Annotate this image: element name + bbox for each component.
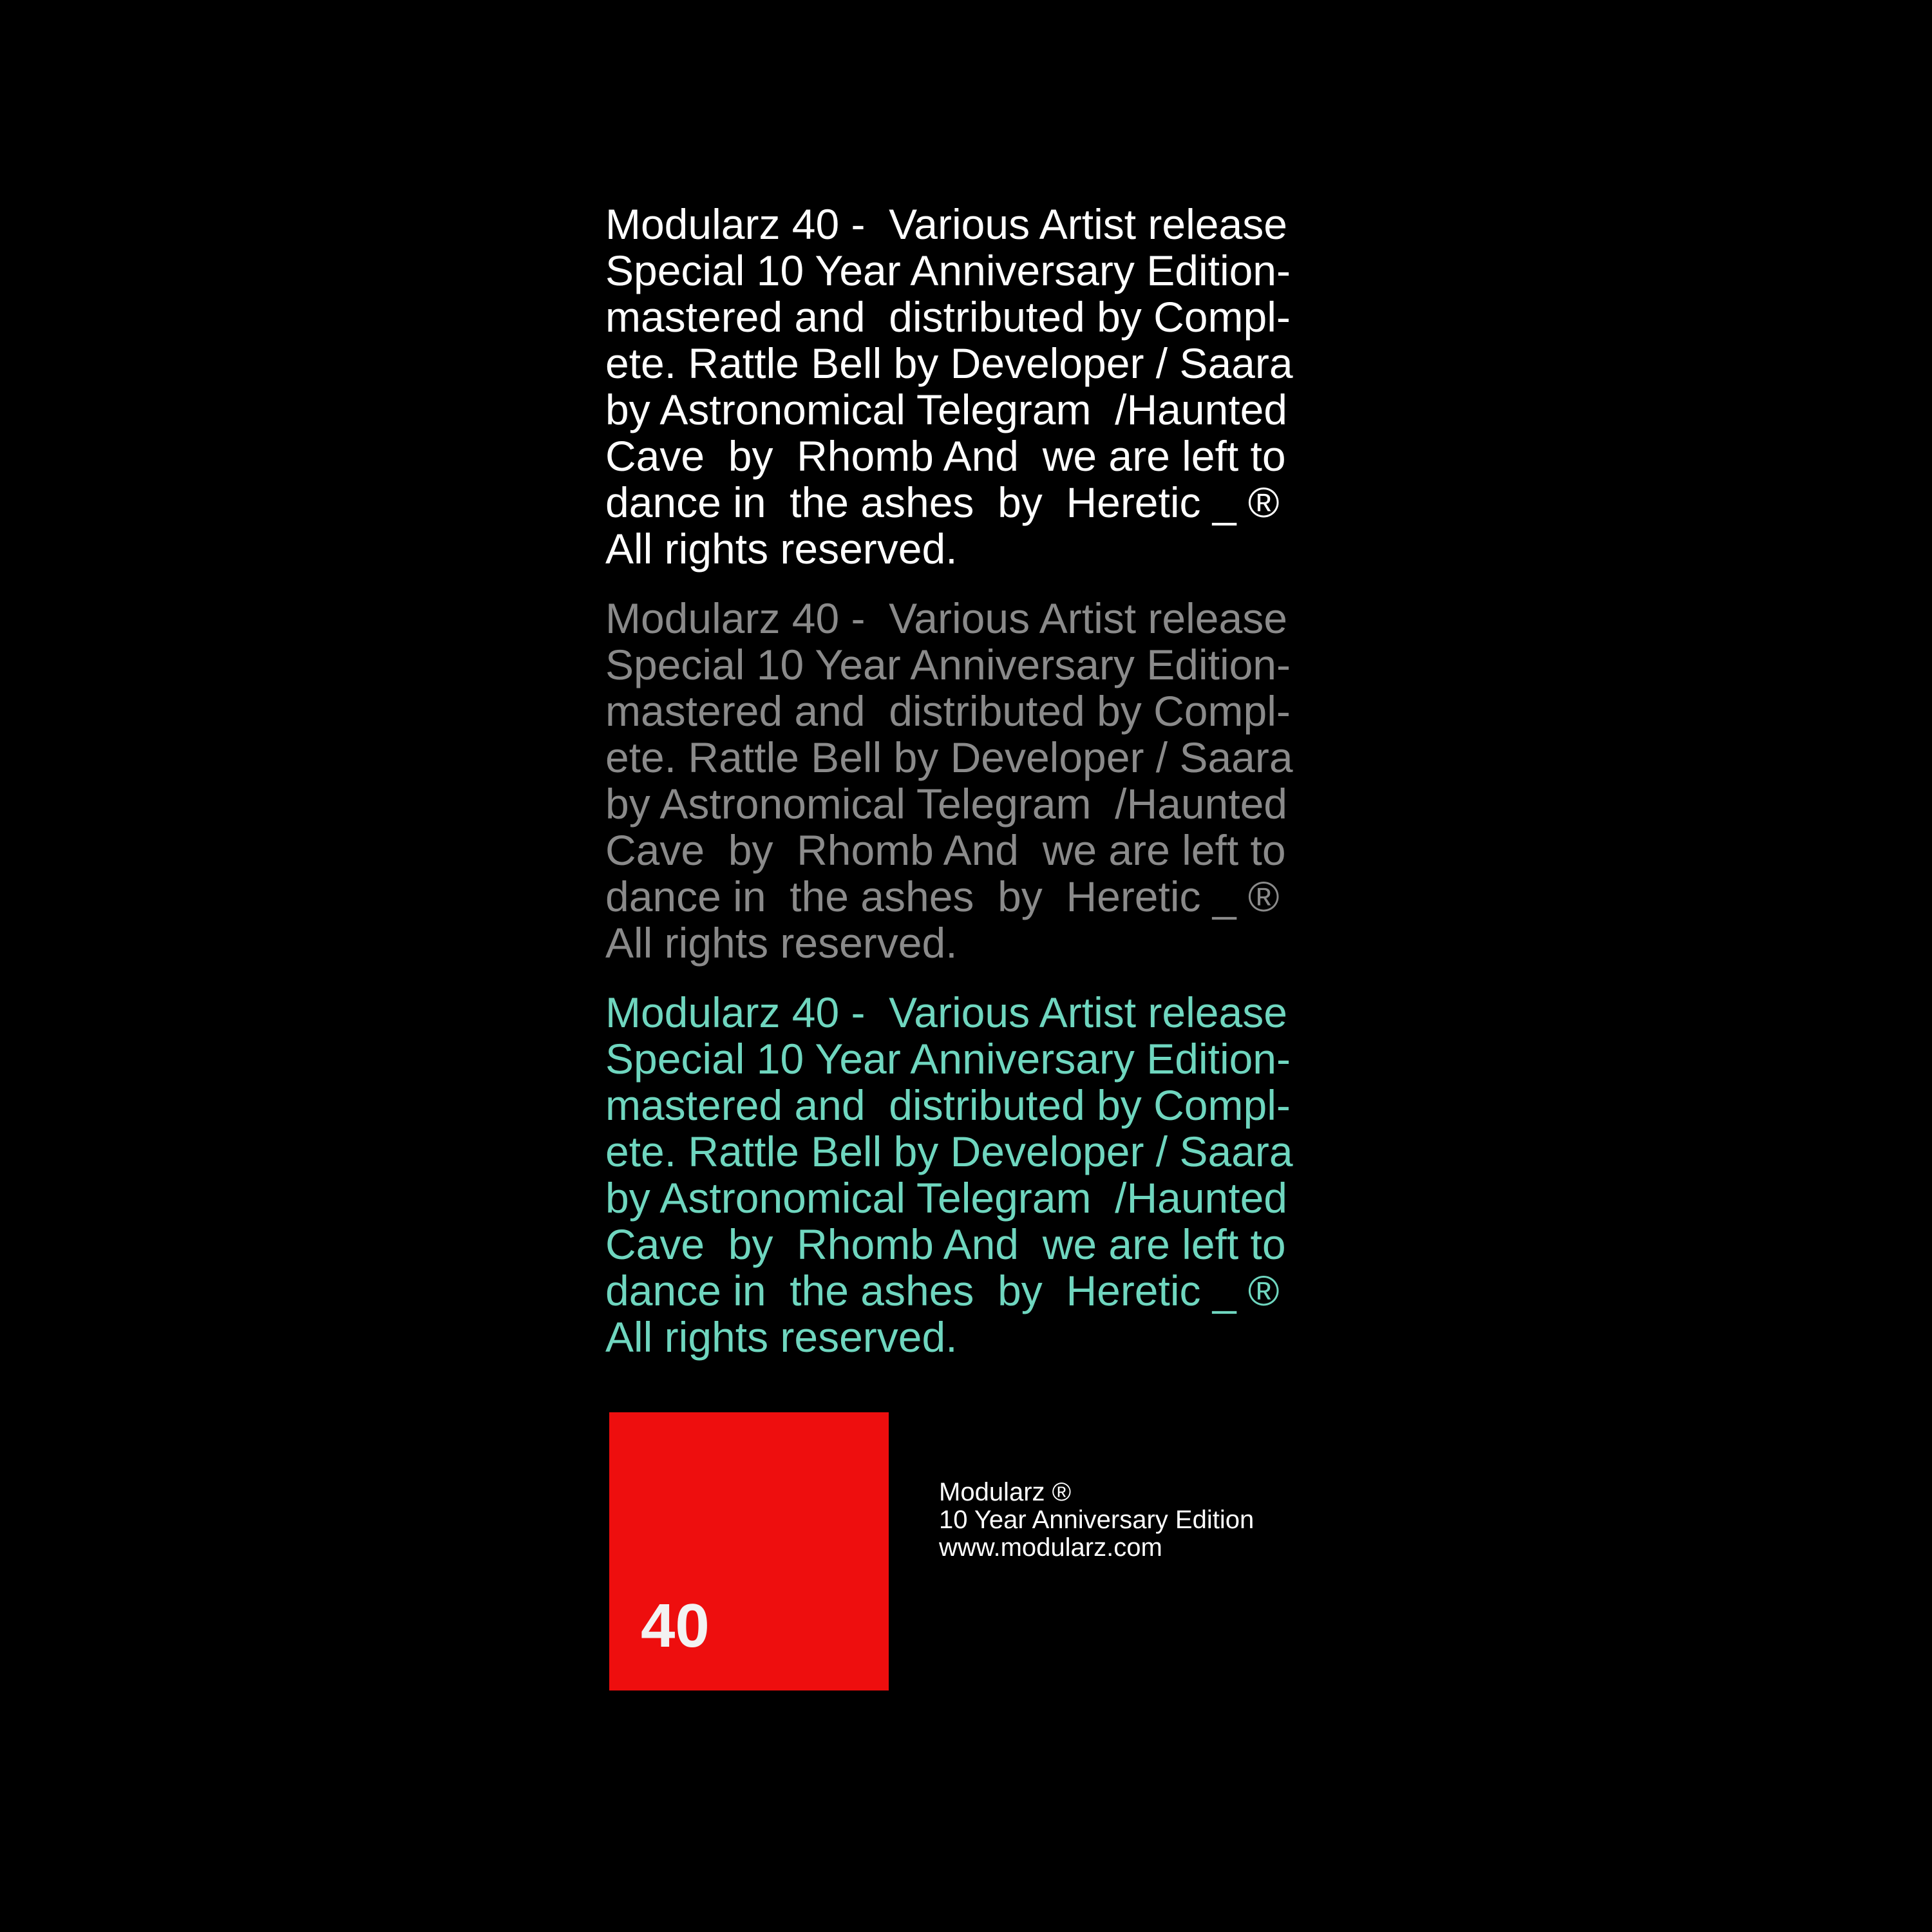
text-line: mastered and distributed by Compl- xyxy=(605,293,1291,341)
text-line: dance in the ashes by Heretic _ ® xyxy=(605,1267,1280,1314)
caption-website: www.modularz.com xyxy=(939,1533,1162,1562)
text-line: mastered and distributed by Compl- xyxy=(605,1081,1291,1129)
release-text-teal xyxy=(605,989,1417,1360)
text-line: Modularz 40 - Various Artist release xyxy=(605,200,1287,248)
release-text-gray xyxy=(605,595,1417,966)
text-line: dance in the ashes by Heretic _ ® xyxy=(605,873,1280,920)
release-text-white xyxy=(605,201,1417,572)
text-line: All rights reserved. xyxy=(605,919,958,967)
text-line: Cave by Rhomb And we are left to xyxy=(605,826,1286,874)
text-line: Cave by Rhomb And we are left to xyxy=(605,1220,1286,1268)
text-line: ete. Rattle Bell by Developer / Saara xyxy=(605,734,1293,781)
text-line: dance in the ashes by Heretic _ ® xyxy=(605,478,1280,526)
text-line: ete. Rattle Bell by Developer / Saara xyxy=(605,339,1293,387)
text-line: ete. Rattle Bell by Developer / Saara xyxy=(605,1128,1293,1175)
caption-brand: Modularz ® xyxy=(939,1478,1072,1506)
text-line: by Astronomical Telegram /Haunted xyxy=(605,386,1287,433)
text-line: All rights reserved. xyxy=(605,525,958,573)
text-line: by Astronomical Telegram /Haunted xyxy=(605,780,1287,828)
text-line: Modularz 40 - Various Artist release xyxy=(605,594,1287,642)
text-line: mastered and distributed by Compl- xyxy=(605,687,1291,735)
text-line: Special 10 Year Anniversary Edition- xyxy=(605,641,1291,688)
text-line: Modularz 40 - Various Artist release xyxy=(605,989,1287,1036)
catalog-number: 40 xyxy=(641,1591,710,1660)
text-line: Cave by Rhomb And we are left to xyxy=(605,432,1286,480)
caption-edition: 10 Year Anniversary Edition xyxy=(939,1506,1255,1534)
text-line: Special 10 Year Anniversary Edition- xyxy=(605,247,1291,294)
text-line: Special 10 Year Anniversary Edition- xyxy=(605,1035,1291,1083)
text-line: by Astronomical Telegram /Haunted xyxy=(605,1174,1287,1222)
text-line: All rights reserved. xyxy=(605,1313,958,1361)
label-caption xyxy=(939,1479,1254,1562)
